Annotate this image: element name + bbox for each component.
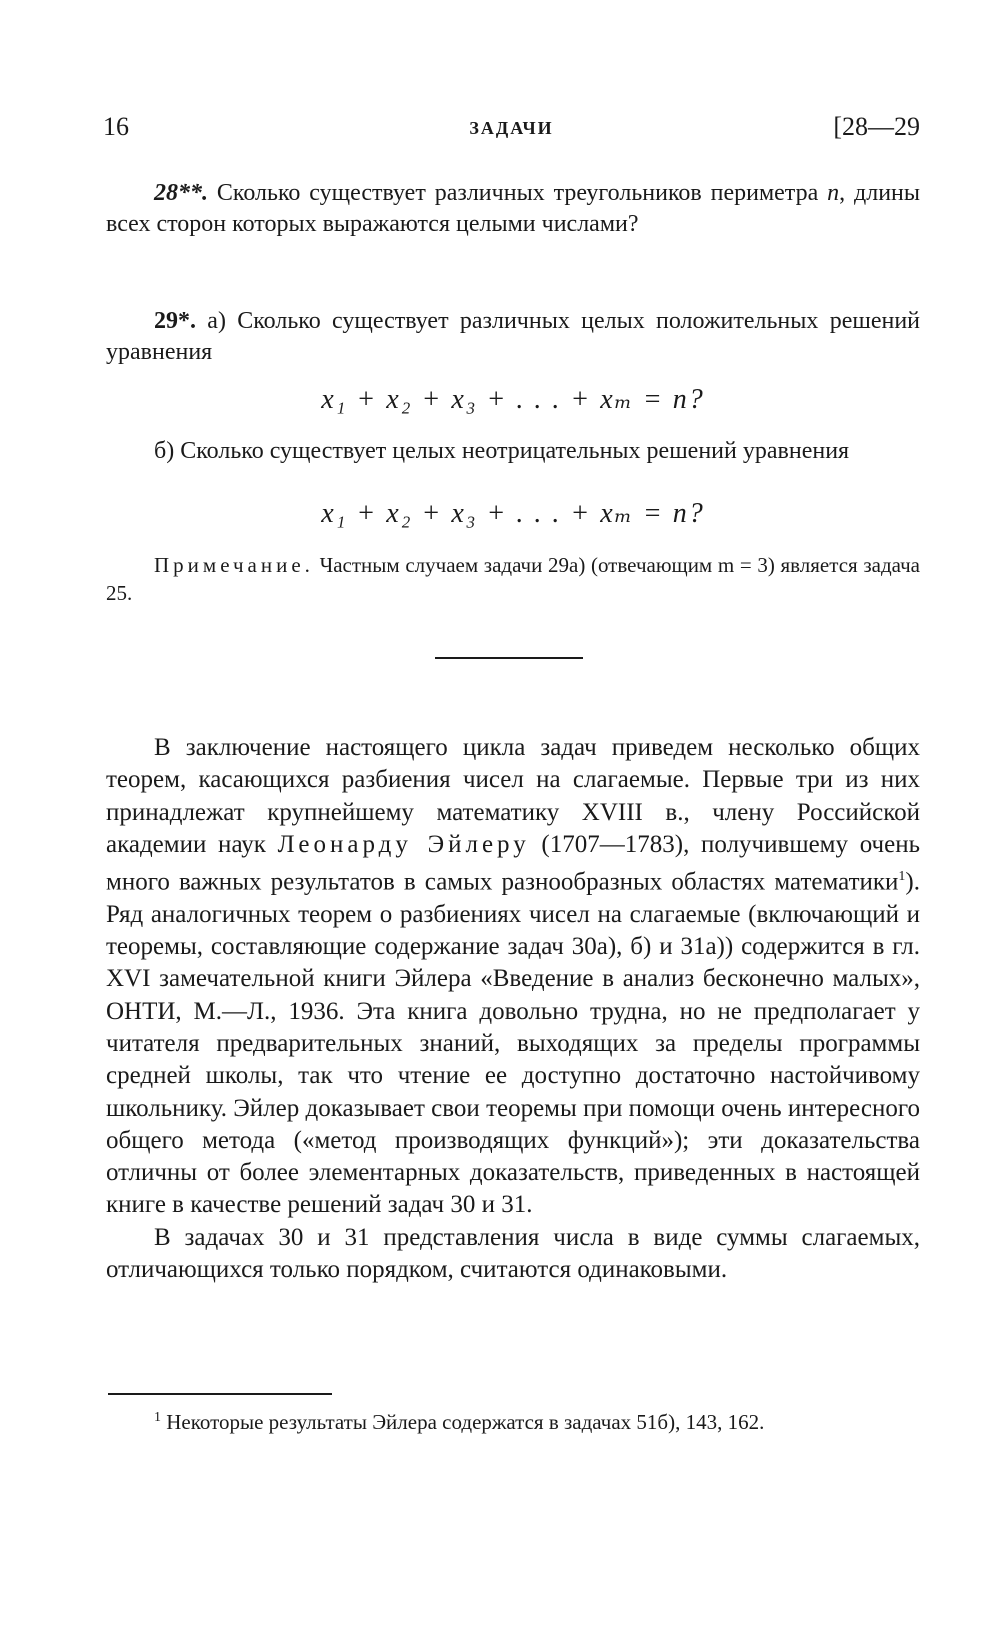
- footnote-rule: [108, 1393, 332, 1395]
- equation-b: x₁ + x₂ + x₃ + . . . + xₘ = n?: [321, 498, 705, 529]
- paragraph-1-part-b: (1707—1783), получившему очень много важных результатов в самых разнообразных областях математики: [106, 830, 920, 896]
- problem-29a-text: а) Сколько существует различных целых положительных решений уравнения: [106, 308, 921, 365]
- problem-28-text-b: , длины всех сторон которых выражаются целыми числами?: [106, 180, 921, 237]
- footnote-mark: 1: [154, 1410, 161, 1425]
- remark-label: Примечание.: [154, 553, 314, 577]
- problem-28-number: 28**.: [154, 180, 208, 206]
- paragraph-2: В задачах 30 и 31 представления числа в виде суммы слагаемых, отличающихся только порядком, считаются одинаковыми.: [106, 1223, 920, 1284]
- footnote-text: Некоторые результаты Эйлера содержатся в задачах 51б), 143, 162.: [161, 1410, 765, 1434]
- problem-29b: [106, 436, 920, 467]
- section-divider: [435, 657, 583, 659]
- remark: [106, 551, 920, 607]
- problem-29a: [106, 306, 920, 368]
- problem-28: [106, 178, 920, 240]
- paragraph-1-part-c: ). Ряд аналогичных теорем о разбиениях чисел на слагаемые (включающий и теоремы, составляющие содержание задач 30а), б) и 31а)) содержится в гл. XVI замечательной книги Эйлера «Введение в анализ бесконечно малых», ОНТИ, М.—Л., 1936. Эта книга довольно трудна, но не предполагает у читателя предварительных знаний, выходящих за пределы программы средней школы, так что чтение ее доступно достаточно настойчивому школьнику. Эйлер доказывает свои теоремы при помощи очень интересного общего метода («метод производящих функций»); эти доказательства отличны от более элементарных доказательств, приведенных в настоящей книге в качестве решений задач 30 и 31.: [106, 868, 920, 1219]
- chapter-title: ЗАДАЧИ: [469, 118, 554, 138]
- footnote: [106, 1403, 920, 1437]
- running-header: [103, 112, 920, 152]
- problem-range: [28—29: [833, 112, 920, 141]
- paragraph-1: [106, 732, 920, 1222]
- euler-name: Леонарду Эйлеру: [277, 830, 530, 858]
- remark-text: Частным случаем задачи 29а) (отвечающим m = 3) является задача 25.: [106, 553, 920, 605]
- footnote-ref: 1: [898, 869, 906, 885]
- problem-29b-text: б) Сколько существует целых неотрицательных решений уравнения: [154, 438, 850, 464]
- problem-28-var: n: [827, 180, 840, 206]
- problem-28-text-a: Сколько существует различных треугольников периметра: [216, 180, 828, 206]
- problem-29-number: 29*.: [154, 308, 196, 334]
- equation-a: x₁ + x₂ + x₃ + . . . + xₘ = n?: [321, 384, 705, 415]
- main-text: [106, 732, 920, 1286]
- page-number: 16: [103, 112, 129, 141]
- paragraph-1-part-a: В заключение настоящего цикла задач приведем несколько общих теорем, касающихся разбиения чисел на слагаемые. Первые три из них принадлежат крупнейшему математику XVIII в., члену Российской академии наук: [106, 734, 920, 858]
